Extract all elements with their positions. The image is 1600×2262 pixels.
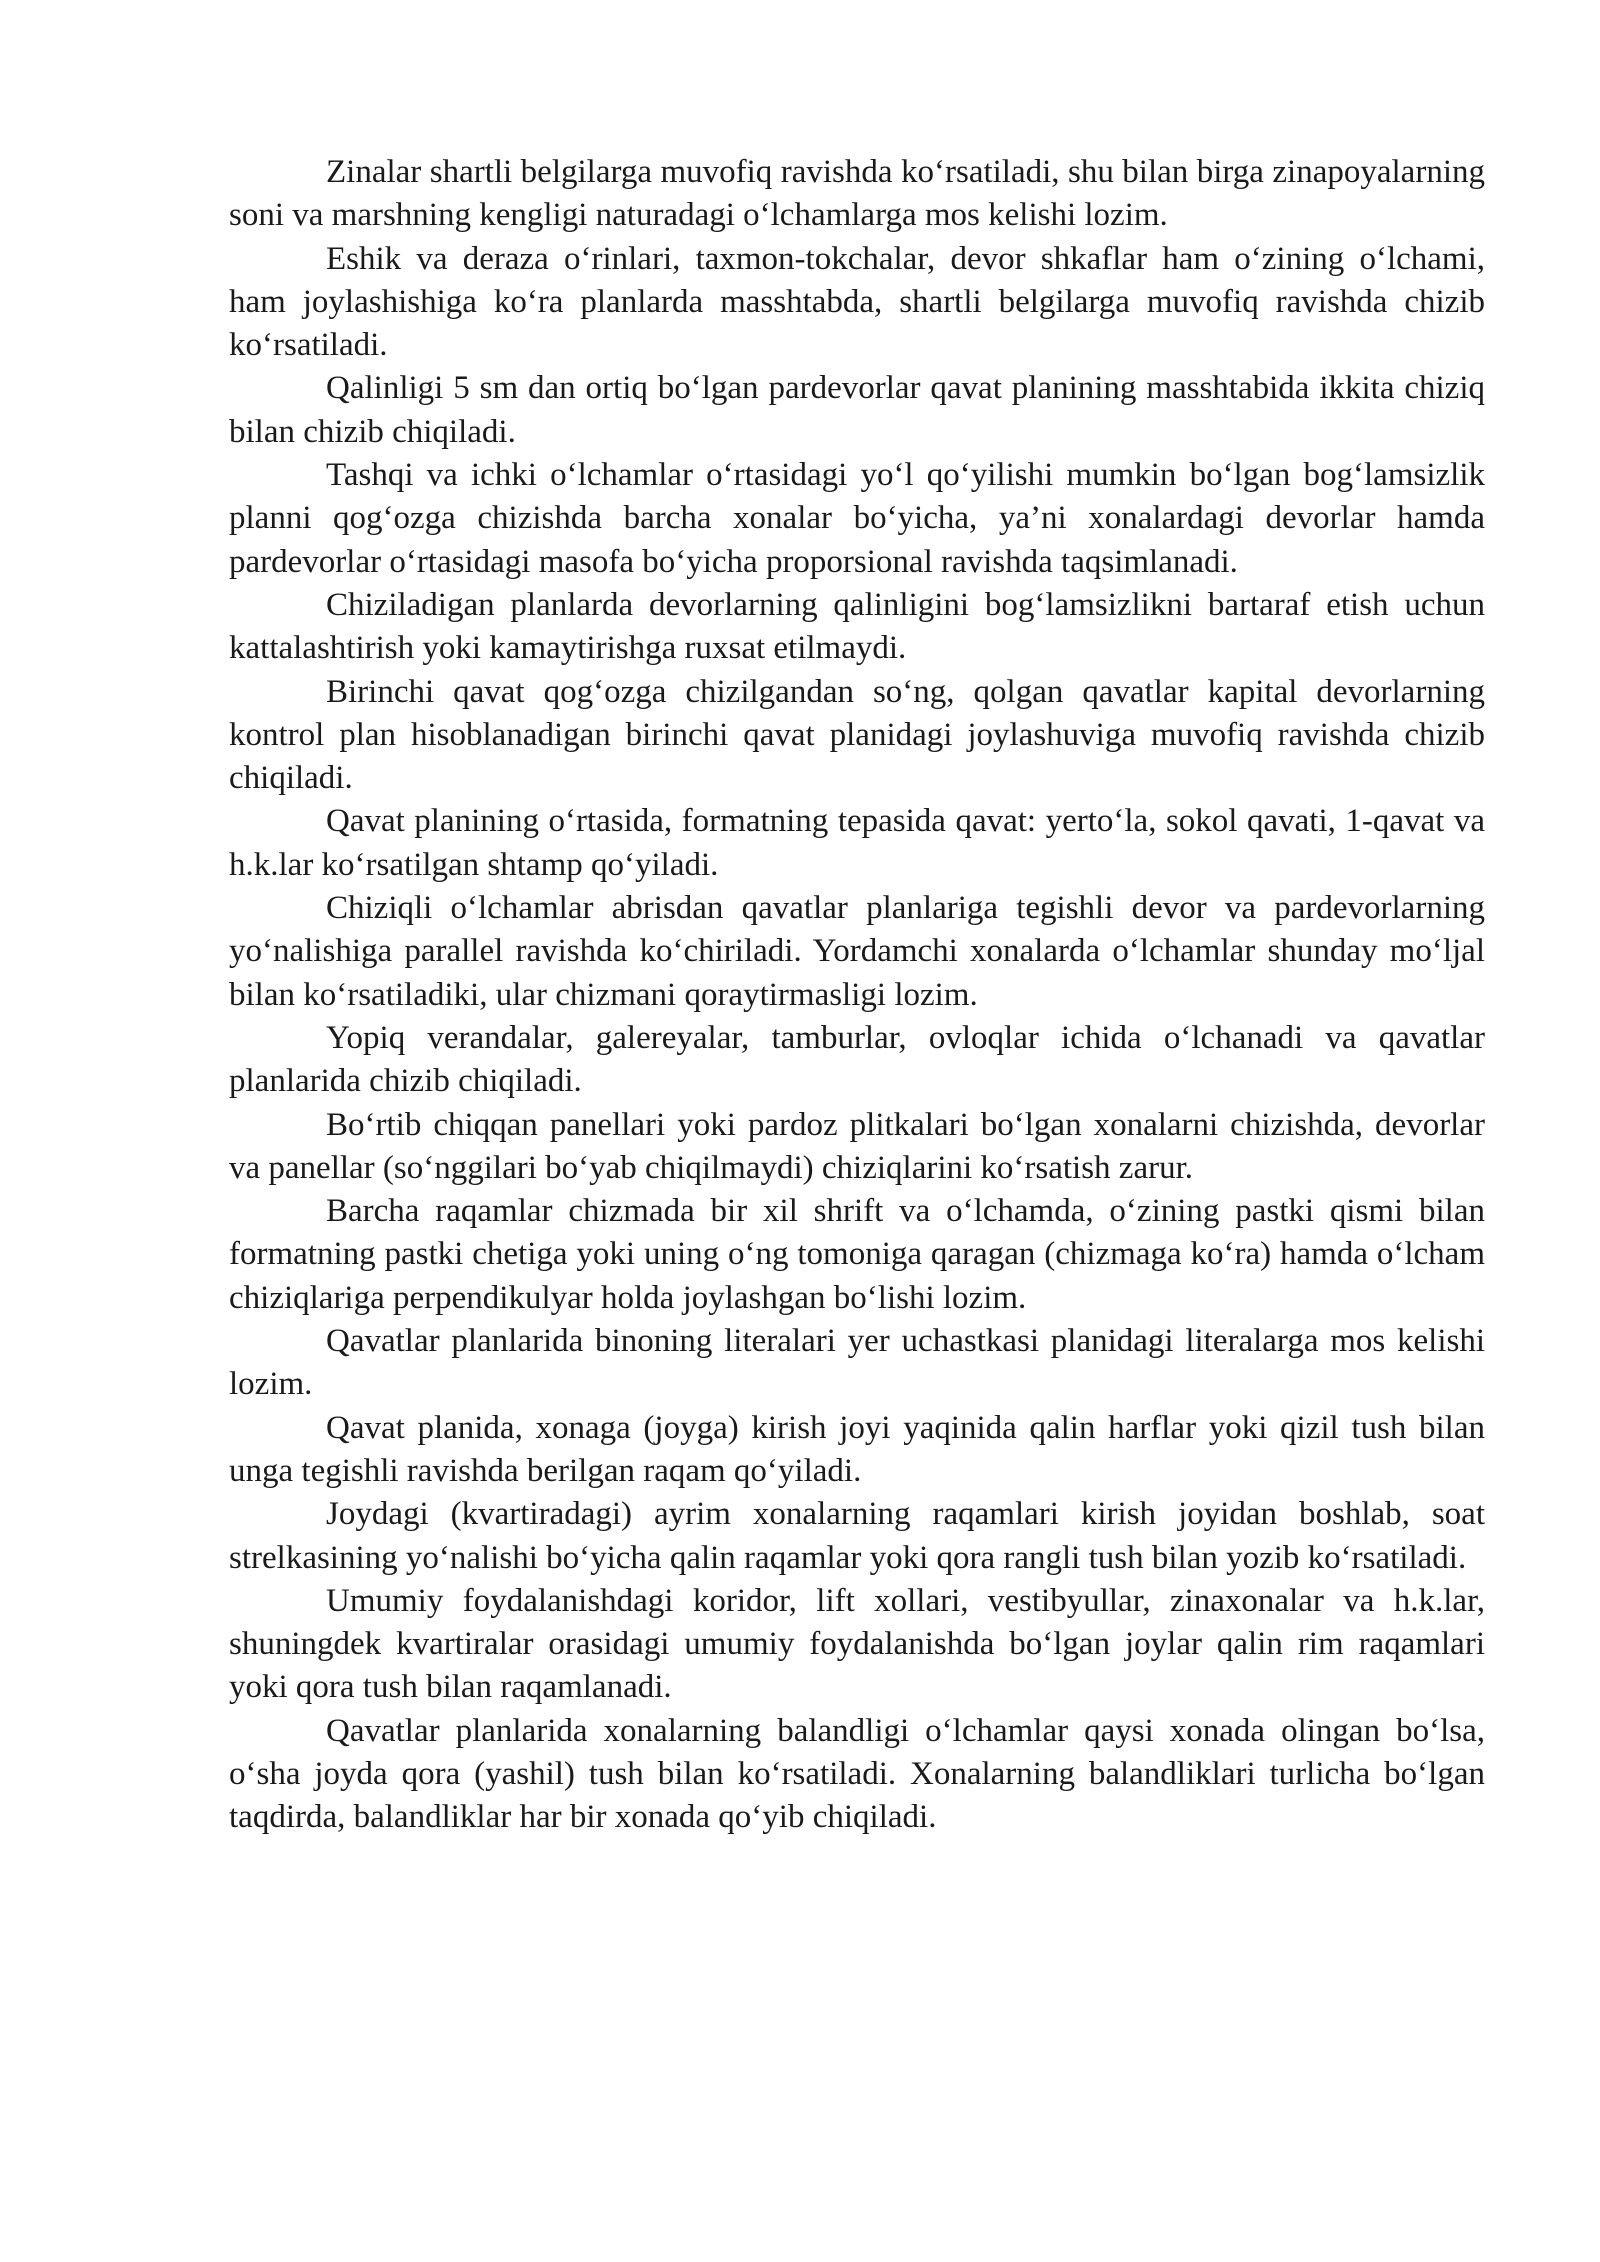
paragraph: Joydagi (kvartiradagi) ayrim xonalarning raqamlari kirish joyidan boshlab, soat strelkasining yo‘nalishi bo‘yicha qalin raqamlar yoki qora rangli tush bilan yozib ko‘rsatiladi. (229, 1496, 1485, 1576)
paragraph: Qavat planining o‘rtasida, formatning tepasida qavat: yerto‘la, sokol qavati, 1-qavat va h.k.lar ko‘rsatilgan shtamp qo‘yiladi. (229, 803, 1485, 883)
paragraph: Chiziladigan planlarda devorlarning qalinligini bog‘lamsizlikni bartaraf etish uchun kattalashtirish yoki kamaytirishga ruxsat etilmaydi. (229, 586, 1485, 667)
paragraph: Birinchi qavat qog‘ozga chizilgandan so‘ng, qolgan qavatlar kapital devorlarning kontrol plan hisoblanadigan birinchi qavat planidagi joylashuviga muvofiq ravishda chizib chiqiladi. (229, 673, 1485, 797)
paragraph: Qavatlar planlarida xonalarning balandligi o‘lchamlar qaysi xonada olingan bo‘lsa, o‘sha joyda qora (yashil) tush bilan ko‘rsatiladi. Xonalarning balandliklari turlicha bo‘lgan taqdirda, balandliklar har bir xonada qo‘yib chiqiladi. (229, 1712, 1485, 1836)
paragraph: Umumiy foydalanishdagi koridor, lift xollari, vestibyullar, zinaxonalar va h.k.lar, shuningdek kvartiralar orasidagi umumiy foydalanishda bo‘lgan joylar qalin rim raqamlari yoki qora tush bilan raqamlanadi. (229, 1582, 1485, 1706)
paragraph: Qavat planida, xonaga (joyga) kirish joyi yaqinida qalin harflar yoki qizil tush bilan unga tegishli ravishda berilgan raqam qo‘yiladi. (229, 1409, 1485, 1489)
paragraph: Barcha raqamlar chizmada bir xil shrift va o‘lchamda, o‘zining pastki qismi bilan formatning pastki chetiga yoki uning o‘ng tomoniga qaragan (chizmaga ko‘ra) hamda o‘lcham chiziqlariga perpendikulyar holda joylashgan bo‘lishi lozim. (229, 1193, 1485, 1316)
paragraph: Eshik va deraza o‘rinlari, taxmon-tokchalar, devor shkaflar ham o‘zining o‘lchami, ham joylashishiga ko‘ra planlarda masshtabda, shartli belgilarga muvofiq ravishda chizib ko‘rsatiladi. (229, 240, 1485, 364)
paragraph: Bo‘rtib chiqqan panellari yoki pardoz plitkalari bo‘lgan xonalarni chizishda, devorlar va panellar (so‘nggilari bo‘yab chiqilmaydi) chiziqlarini ko‘rsatish zarur. (229, 1106, 1485, 1186)
paragraph: Qavatlar planlarida binoning literalari yer uchastkasi planidagi literalarga mos kelishi lozim. (229, 1323, 1485, 1403)
paragraph: Tashqi va ichki o‘lchamlar o‘rtasidagi yo‘l qo‘yilishi mumkin bo‘lgan bog‘lamsizlik planni qog‘ozga chizishda barcha xonalar bo‘yicha, ya’ni xonalardagi devorlar hamda pardevorlar o‘rtasidagi masofa bo‘yicha proporsional ravishda taqsimlanadi. (229, 457, 1485, 580)
paragraph: Qalinligi 5 sm dan ortiq bo‘lgan pardevorlar qavat planining masshtabida ikkita chiziq bilan chizib chiqiladi. (229, 370, 1485, 450)
body-text (229, 151, 1485, 1840)
paragraph: Zinalar shartli belgilarga muvofiq ravishda ko‘rsatiladi, shu bilan birga zinapoyalarning soni va marshning kengligi naturadagi o‘lchamlarga mos kelishi lozim. (229, 154, 1485, 234)
paragraph: Chiziqli o‘lchamlar abrisdan qavatlar planlariga tegishli devor va pardevorlarning yo‘nalishiga parallel ravishda ko‘chiriladi. Yordamchi xonalarda o‘lchamlar shunday mo‘ljal bilan ko‘rsatiladiki, ular chizmani qoraytirmasligi lozim. (229, 890, 1485, 1013)
paragraph: Yopiq verandalar, galereyalar, tamburlar, ovloqlar ichida o‘lchanadi va qavatlar planlarida chizib chiqiladi. (229, 1019, 1485, 1100)
